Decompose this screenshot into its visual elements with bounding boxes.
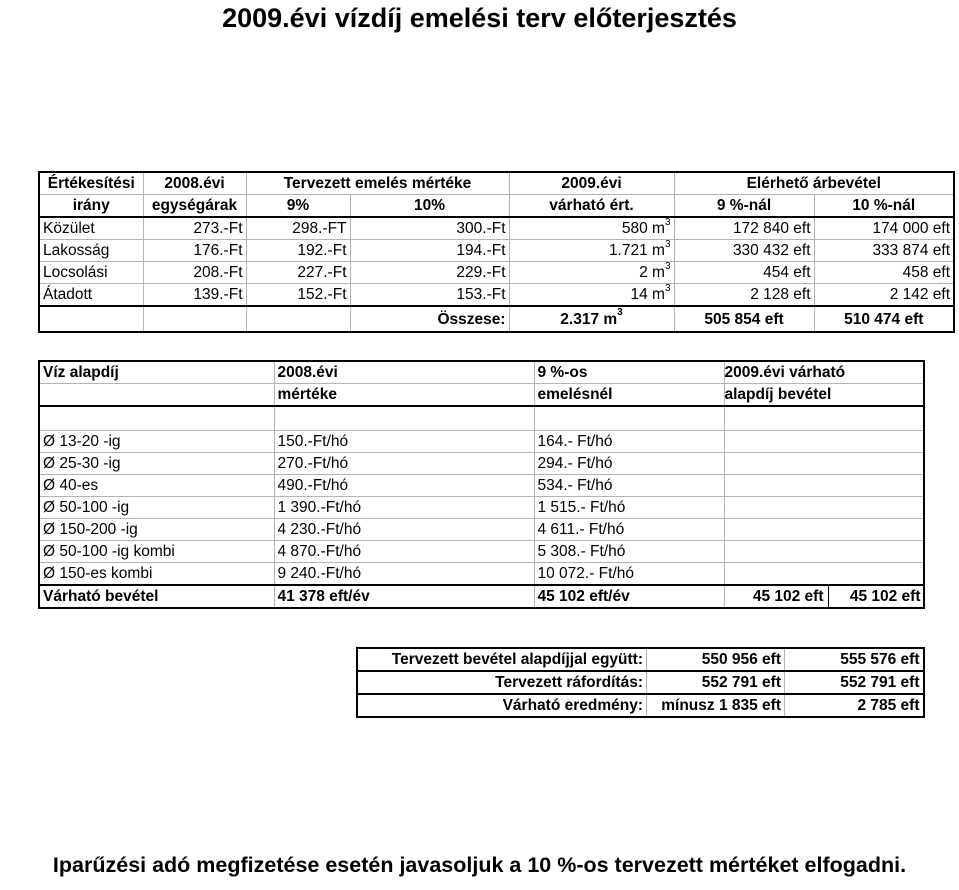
cell: 454 eft [674,262,814,284]
summary-table [38,647,925,718]
total-cell: 510 474 eft [814,306,954,332]
empty-cell [724,518,924,540]
summary-cell: 550 956 eft [647,648,785,671]
cell: 294.- Ft/hó [534,452,724,474]
empty-cell [724,430,924,452]
total-label: Összese: [350,306,509,332]
empty-cell [724,496,924,518]
cell: 534.- Ft/hó [534,474,724,496]
row-label: Ø 150-es kombi [39,562,274,585]
header-cell: 9 %-os [534,361,724,384]
empty-cell [39,384,274,407]
base-fee-table [38,360,925,609]
empty-cell [724,474,924,496]
cell: 330 432 eft [674,240,814,262]
tariff-table [38,171,955,333]
header-cell: alapdíj bevétel [724,384,924,407]
cell: 2 142 eft [814,284,954,307]
cell: 10 072.- Ft/hó [534,562,724,585]
empty-cell [534,406,724,430]
cell: 172 840 eft [674,217,814,240]
total-row [39,306,954,332]
cell: 270.-Ft/hó [274,452,534,474]
empty-cell [39,694,357,717]
cell: 2 128 eft [674,284,814,307]
row-label: Ø 50-100 -ig kombi [39,540,274,562]
cell: 176.-Ft [143,240,246,262]
summary-row [39,694,924,717]
header-cell: Tervezett emelés mértéke [246,172,509,195]
summary-cell: mínusz 1 835 eft [647,694,785,717]
row-label: Ø 50-100 -ig [39,496,274,518]
empty-cell [724,562,924,585]
empty-cell [724,406,924,430]
cell: 4 230.-Ft/hó [274,518,534,540]
cell: 194.-Ft [350,240,509,262]
header-cell: egységárak [143,195,246,218]
cell: 4 611.- Ft/hó [534,518,724,540]
total-cell: 41 378 eft/év [274,585,534,608]
row-label: Ø 13-20 -ig [39,430,274,452]
row-label: Ø 25-30 -ig [39,452,274,474]
cell: 1 390.-Ft/hó [274,496,534,518]
cell: 298.-FT [246,217,350,240]
header-cell: Elérhető árbevétel [674,172,954,195]
summary-row [39,648,924,671]
table-row [39,540,924,562]
cell: 192.-Ft [246,240,350,262]
cell: 333 874 eft [814,240,954,262]
summary-cell: 552 791 eft [647,671,785,694]
empty-cell [143,306,246,332]
table-row [39,452,924,474]
header-cell: emelésnél [534,384,724,407]
row-label: Ø 150-200 -ig [39,518,274,540]
cell: 139.-Ft [143,284,246,307]
summary-cell: 552 791 eft [785,671,924,694]
cell: 580 $m^3$ [509,217,674,240]
cell: 458 eft [814,262,954,284]
table-row [39,562,924,585]
cell: 174 000 eft [814,217,954,240]
total-cell: 45 102 eft/év [534,585,724,608]
table-row [39,262,954,284]
empty-cell [39,406,274,430]
cell: 227.-Ft [246,262,350,284]
empty-cell [39,306,143,332]
header-cell: 2008.évi [143,172,246,195]
cell: 2 $m^3$ [509,262,674,284]
header-cell: 2008.évi [274,361,534,384]
cell: 9 240.-Ft/hó [274,562,534,585]
summary-label: Tervezett bevétel alapdíjjal együtt: [357,648,647,671]
cell: 1 515.- Ft/hó [534,496,724,518]
table-row [39,430,924,452]
footer-recommendation: Iparűzési adó megfizetése esetén javasoljuk a 10 %-os tervezett mértéket elfogadni. [52,853,907,877]
row-label: Lakosság [39,240,143,262]
summary-label: Várható eredmény: [357,694,647,717]
empty-cell [724,540,924,562]
table-row [39,496,924,518]
cell: 1.721 $m^3$ [509,240,674,262]
summary-cell: 555 576 eft [785,648,924,671]
cell: 4 870.-Ft/hó [274,540,534,562]
cell: 300.-Ft [350,217,509,240]
row-label: Átadott [39,284,143,307]
cell: 273.-Ft [143,217,246,240]
header-cell: irány [39,195,143,218]
cell: 5 308.- Ft/hó [534,540,724,562]
header-cell: Víz alapdíj [39,361,274,384]
table-row [39,217,954,240]
table-row [39,474,924,496]
total-cell: 45 102 eft 45 102 eft [724,585,924,608]
cell: 164.- Ft/hó [534,430,724,452]
header-cell: 9% [246,195,350,218]
page-title: 2009.évi vízdíj emelési terv előterjesztés [222,3,737,33]
empty-cell [724,452,924,474]
header-cell: 2009.évi várható [724,361,924,384]
row-label: Közület [39,217,143,240]
cell: 153.-Ft [350,284,509,307]
cell: 490.-Ft/hó [274,474,534,496]
total-label: Várható bevétel [39,585,274,608]
row-label: Locsolási [39,262,143,284]
cell: 208.-Ft [143,262,246,284]
empty-cell [274,406,534,430]
summary-cell: 2 785 eft [785,694,924,717]
header-cell: 9 %-nál [674,195,814,218]
empty-cell [39,671,357,694]
cell: 229.-Ft [350,262,509,284]
header-cell: mértéke [274,384,534,407]
header-cell: Értékesítési [39,172,143,195]
total-volume: 2.317 $m^3$ [509,306,674,332]
table-row [39,518,924,540]
total-cell: 505 854 eft [674,306,814,332]
header-cell: 10 %-nál [814,195,954,218]
empty-cell [246,306,350,332]
cell: 152.-Ft [246,284,350,307]
header-cell: várható ért. [509,195,674,218]
summary-row [39,671,924,694]
summary-label: Tervezett ráfordítás: [357,671,647,694]
row-label: Ø 40-es [39,474,274,496]
cell: 14 $m^3$ [509,284,674,307]
header-cell: 10% [350,195,509,218]
empty-cell [39,648,357,671]
table-row [39,240,954,262]
cell: 150.-Ft/hó [274,430,534,452]
header-cell: 2009.évi [509,172,674,195]
table-row [39,284,954,307]
total-row [39,585,924,608]
